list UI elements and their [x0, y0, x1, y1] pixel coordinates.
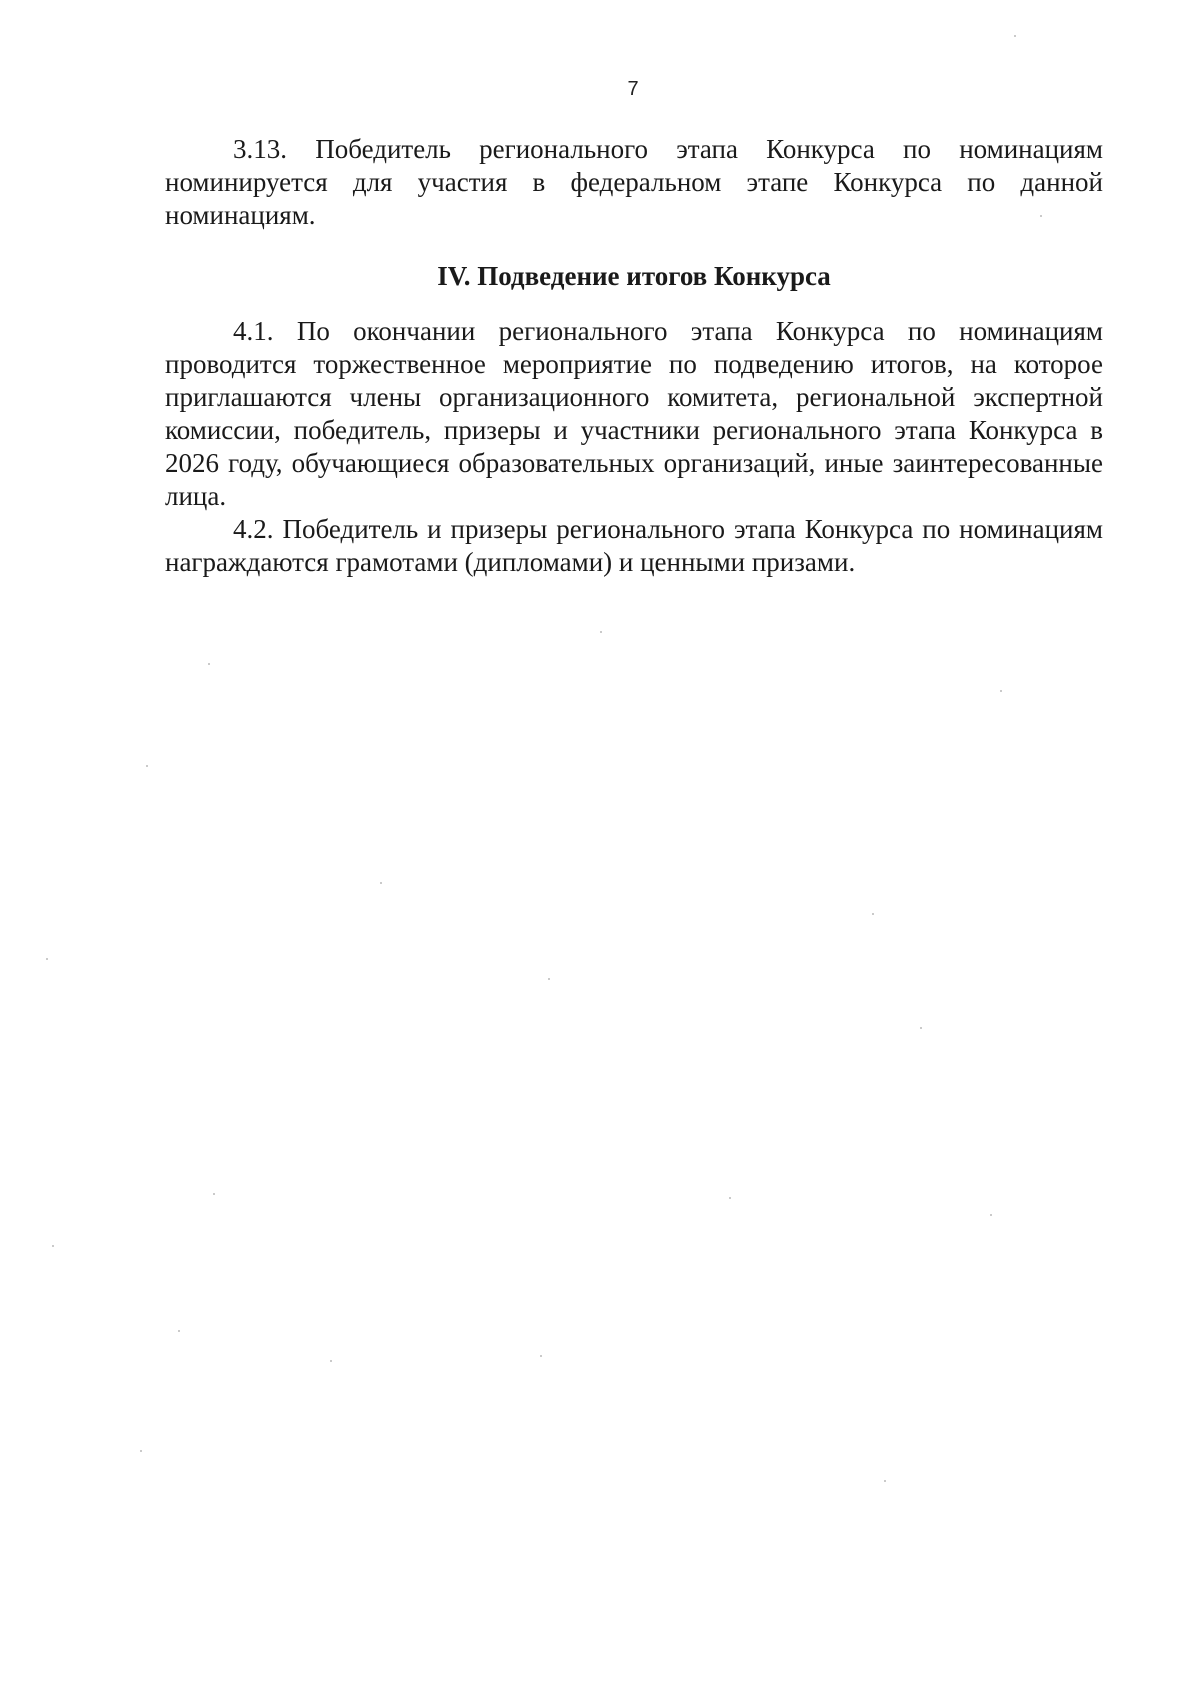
scan-speck [330, 1360, 332, 1362]
scan-speck [146, 765, 148, 767]
paragraph-3-13: 3.13. Победитель регионального этапа Конкурса по номинациям номинируется для участия в федеральном этапе Конкурса по данной номинациям. [165, 134, 1103, 230]
scan-speck [872, 913, 874, 915]
scan-speck [140, 1450, 142, 1452]
scan-speck [46, 958, 48, 960]
scan-speck [540, 1355, 542, 1357]
scan-speck [884, 1480, 886, 1482]
scan-speck [1040, 215, 1042, 217]
scan-speck [1000, 690, 1002, 692]
paragraph-4-1: 4.1. По окончании регионального этапа Конкурса по номинациям проводится торжественное мероприятие по подведению итогов, на которое приглашаются члены организационного комитета, региональной экспертной комиссии, победитель, призеры и участники регионального этапа Конкурса в 2026 году, обучающиеся образовательных организаций, иные заинтересованные лица. [165, 316, 1103, 511]
document-body [165, 133, 1103, 579]
page-number: 7 [627, 78, 639, 100]
paragraph-4-2: 4.2. Победитель и призеры регионального этапа Конкурса по номинациям награждаются грамотами (дипломами) и ценными призами. [165, 514, 1103, 577]
scan-speck [380, 882, 382, 884]
scan-speck [548, 978, 550, 980]
scan-speck [208, 663, 210, 665]
scan-speck [600, 631, 602, 633]
scan-speck [1014, 35, 1016, 37]
section-heading: IV. Подведение итогов Конкурса [437, 261, 831, 291]
scan-speck [920, 1027, 922, 1029]
scan-speck [729, 1197, 731, 1199]
scan-speck [990, 1214, 992, 1216]
scan-speck [213, 1193, 215, 1195]
scan-speck [52, 1245, 54, 1247]
scan-speck [178, 1330, 180, 1332]
